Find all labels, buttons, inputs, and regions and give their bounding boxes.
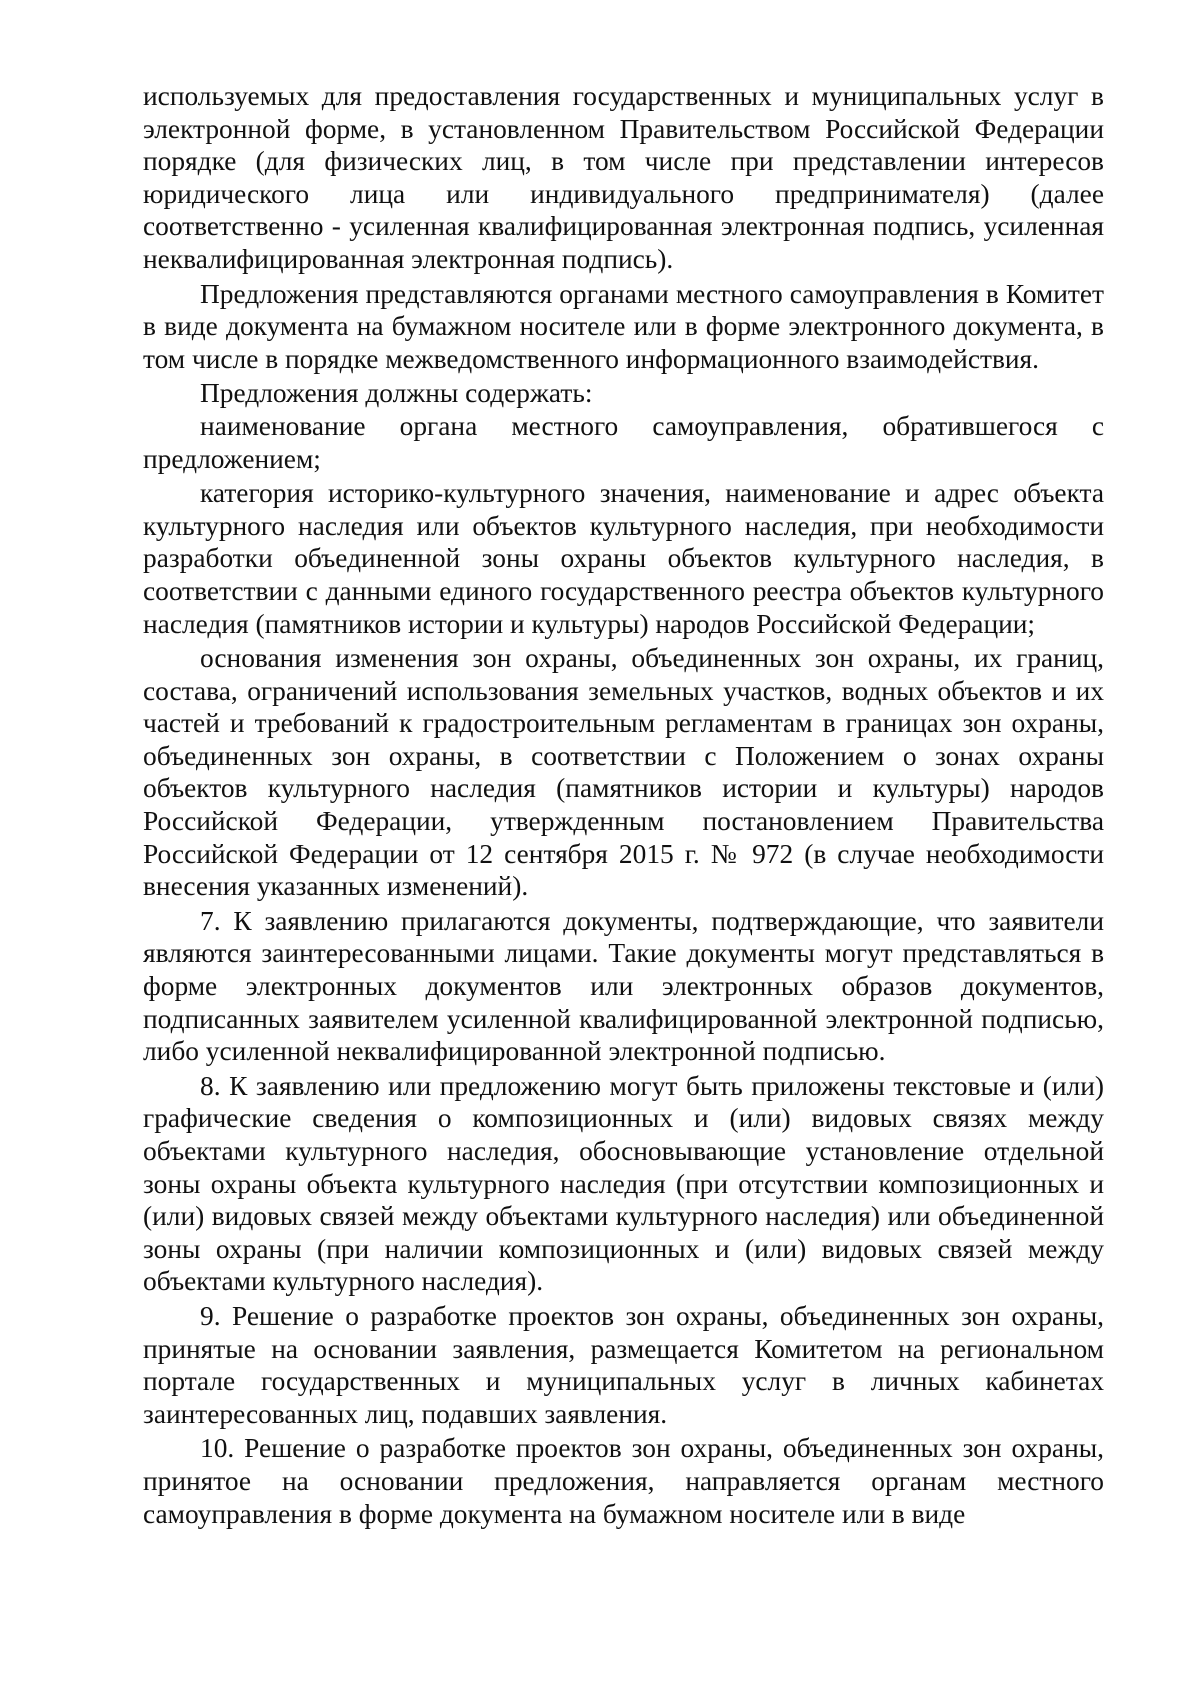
paragraph-clause-10: 10. Решение о разработке проектов зон охраны, объединенных зон охраны, принятое на основании предложения, направляется органам местного самоуправления в форме документа на бумажном носителе или в виде [143, 1433, 1104, 1529]
paragraph-proposals-submission: Предложения представляются органами местного самоуправления в Комитет в виде документа на бумажном носителе или в форме электронного документа, в том числе в порядке межведомственного информационного взаимодействия. [143, 278, 1104, 374]
paragraph-clause-9: 9. Решение о разработке проектов зон охраны, объединенных зон охраны, принятые на основании заявления, размещается Комитетом на региональном портале государственных и муниципальных услуг в личных кабинетах заинтересованных лиц, подавших заявления. [143, 1300, 1104, 1429]
paragraph-clause-7: 7. К заявлению прилагаются документы, подтверждающие, что заявители являются заинтересованными лицами. Такие документы могут представляться в форме электронных документов или электронных образов документов, подписанных заявителем усиленной квалифицированной электронной подписью, либо усиленной неквалифицированной электронной подписью. [143, 905, 1104, 1067]
paragraph-list-item-category: категория историко-культурного значения, наименование и адрес объекта культурного наследия или объектов культурного наследия, при необходимости разработки объединенной зоны охраны объектов культурного наследия, в соответствии с данными единого государственного реестра объектов культурного наследия (памятников истории и культуры) народов Российской Федерации; [143, 478, 1104, 639]
paragraph-list-item-grounds: основания изменения зон охраны, объединенных зон охраны, их границ, состава, ограничений использования земельных участков, водных объектов и их частей и требований к градостроительным регламентам в границах зон охраны, объединенных зон охраны, в соответствии с Положением о зонах охраны объектов культурного наследия (памятников истории и культуры) народов Российской Федерации, утвержденным постановлением Правительства Российской Федерации от 12 сентября 2015 г. № 972 (в случае необходимости внесения указанных изменений). [143, 643, 1104, 902]
paragraph-list-item-authority-name: наименование органа местного самоуправления, обратившегося с предложением; [143, 410, 1104, 474]
paragraph-clause-8: 8. К заявлению или предложению могут быть приложены текстовые и (или) графические сведения о композиционных и (или) видовых связях между объектами культурного наследия, обосновывающие установление отдельной зоны охраны объекта культурного наследия (при отсутствии композиционных и (или) видовых связей между объектами культурного наследия) или объединенной зоны охраны (при наличии композиционных и (или) видовых связей между объектами культурного наследия). [143, 1070, 1104, 1297]
paragraph-continuation: используемых для предоставления государственных и муниципальных услуг в электронной форме, в установленном Правительством Российской Федерации порядке (для физических лиц, в том числе при представлении интересов юридического лица или индивидуального предпринимателя) (далее соответственно - усиленная квалифицированная электронная подпись, усиленная неквалифицированная электронная подпись). [143, 81, 1104, 274]
paragraph-proposals-contents: Предложения должны содержать: [200, 378, 593, 409]
